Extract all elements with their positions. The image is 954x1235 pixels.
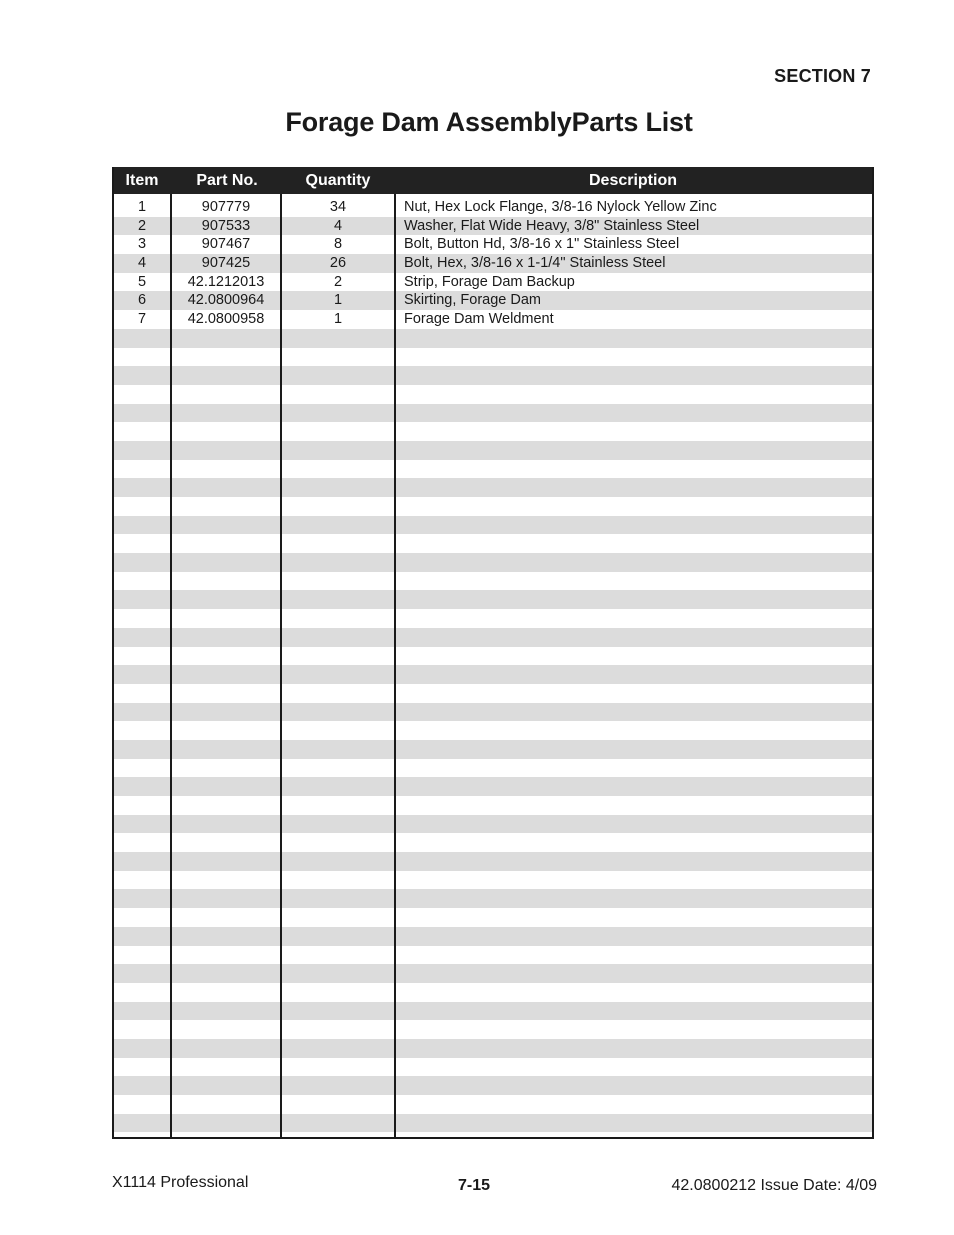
- item-cell: 3: [137, 236, 147, 253]
- table-row-empty: [114, 1114, 872, 1133]
- table-row-empty: [114, 572, 872, 591]
- column-header-description: Description: [588, 172, 677, 189]
- table-row: [114, 198, 872, 217]
- item-cell: 2: [137, 217, 147, 234]
- quantity-cell: 8: [333, 236, 343, 253]
- quantity-cell: 1: [333, 292, 343, 309]
- table-row-empty: [114, 628, 872, 647]
- item-cell: 6: [137, 292, 147, 309]
- column-header-part-no: Part No.: [196, 172, 258, 189]
- item-cell: 1: [137, 199, 147, 215]
- column-divider: [170, 194, 172, 1137]
- table-row-empty: [114, 460, 872, 479]
- description-cell: Bolt, Button Hd, 3/8-16 x 1" Stainless Steel: [404, 236, 680, 253]
- table-row-empty: [114, 422, 872, 441]
- table-row-empty: [114, 852, 872, 871]
- table-row-empty: [114, 647, 872, 666]
- table-row-empty: [114, 721, 872, 740]
- part-number-cell: 907467: [201, 236, 251, 253]
- table-row-empty: [114, 1020, 872, 1039]
- table-row-empty: [114, 927, 872, 946]
- table-row: [114, 273, 872, 292]
- table-header: [112, 167, 874, 194]
- part-number-cell: 907425: [201, 255, 251, 272]
- description-cell: Strip, Forage Dam Backup: [404, 273, 575, 290]
- column-header-item: Item: [125, 172, 159, 189]
- column-divider: [394, 194, 396, 1137]
- description-cell: Forage Dam Weldment: [404, 311, 554, 328]
- parts-table: [112, 167, 874, 1139]
- description-cell: Nut, Hex Lock Flange, 3/8-16 Nylock Yellow Zinc: [404, 199, 717, 215]
- part-number-cell: 907779: [201, 199, 251, 215]
- table-row: [114, 235, 872, 254]
- table-body: [114, 198, 872, 1139]
- footer-doc-issue: 42.0800212 Issue Date: 4/09: [671, 1177, 877, 1194]
- table-row-empty: [114, 665, 872, 684]
- part-number-cell: 42.0800964: [187, 292, 265, 309]
- table-row-empty: [114, 404, 872, 423]
- item-cell: 7: [137, 311, 147, 328]
- quantity-cell: 34: [329, 199, 347, 215]
- item-cell: 5: [137, 273, 147, 290]
- table-row-empty: [114, 366, 872, 385]
- table-row-empty: [114, 740, 872, 759]
- table-row-empty: [114, 1076, 872, 1095]
- quantity-cell: 2: [333, 273, 343, 290]
- table-row-empty: [114, 684, 872, 703]
- table-row-empty: [114, 964, 872, 983]
- column-divider: [280, 194, 282, 1137]
- table-row-empty: [114, 590, 872, 609]
- table-row-empty: [114, 703, 872, 722]
- table-row-empty: [114, 759, 872, 778]
- table-row-empty: [114, 385, 872, 404]
- column-header-quantity: Quantity: [305, 172, 371, 189]
- table-row-empty: [114, 534, 872, 553]
- table-row-empty: [114, 796, 872, 815]
- table-row-empty: [114, 1132, 872, 1139]
- table-row-empty: [114, 983, 872, 1002]
- description-cell: Skirting, Forage Dam: [404, 292, 541, 309]
- footer-page-number: 7-15: [458, 1177, 491, 1194]
- table-row-empty: [114, 815, 872, 834]
- table-row-empty: [114, 1039, 872, 1058]
- page-title: Forage Dam AssemblyParts List: [285, 107, 693, 137]
- table-row-empty: [114, 553, 872, 572]
- table-row-empty: [114, 441, 872, 460]
- description-cell: Washer, Flat Wide Heavy, 3/8" Stainless Steel: [404, 217, 700, 234]
- quantity-cell: 4: [333, 217, 343, 234]
- table-row-empty: [114, 497, 872, 516]
- table-row-empty: [114, 871, 872, 890]
- table-row: [114, 310, 872, 329]
- table-row: [114, 291, 872, 310]
- table-row-empty: [114, 908, 872, 927]
- item-cell: 4: [137, 255, 147, 272]
- table-row-empty: [114, 1058, 872, 1077]
- quantity-cell: 26: [329, 255, 347, 272]
- quantity-cell: 1: [333, 311, 343, 328]
- table-row-empty: [114, 946, 872, 965]
- table-row-empty: [114, 1002, 872, 1021]
- table-row: [114, 217, 872, 236]
- table-row-empty: [114, 1095, 872, 1114]
- table-row-empty: [114, 478, 872, 497]
- section-label: SECTION 7: [774, 66, 871, 86]
- table-row: [114, 254, 872, 273]
- table-row-empty: [114, 348, 872, 367]
- table-row-empty: [114, 609, 872, 628]
- footer-model: X1114 Professional: [112, 1174, 249, 1191]
- table-row-empty: [114, 777, 872, 796]
- table-row-empty: [114, 889, 872, 908]
- description-cell: Bolt, Hex, 3/8-16 x 1-1/4" Stainless Steel: [404, 255, 666, 272]
- table-row-empty: [114, 833, 872, 852]
- part-number-cell: 42.0800958: [187, 311, 265, 328]
- part-number-cell: 42.1212013: [187, 273, 265, 290]
- table-row-empty: [114, 516, 872, 535]
- part-number-cell: 907533: [201, 217, 251, 234]
- table-row-empty: [114, 329, 872, 348]
